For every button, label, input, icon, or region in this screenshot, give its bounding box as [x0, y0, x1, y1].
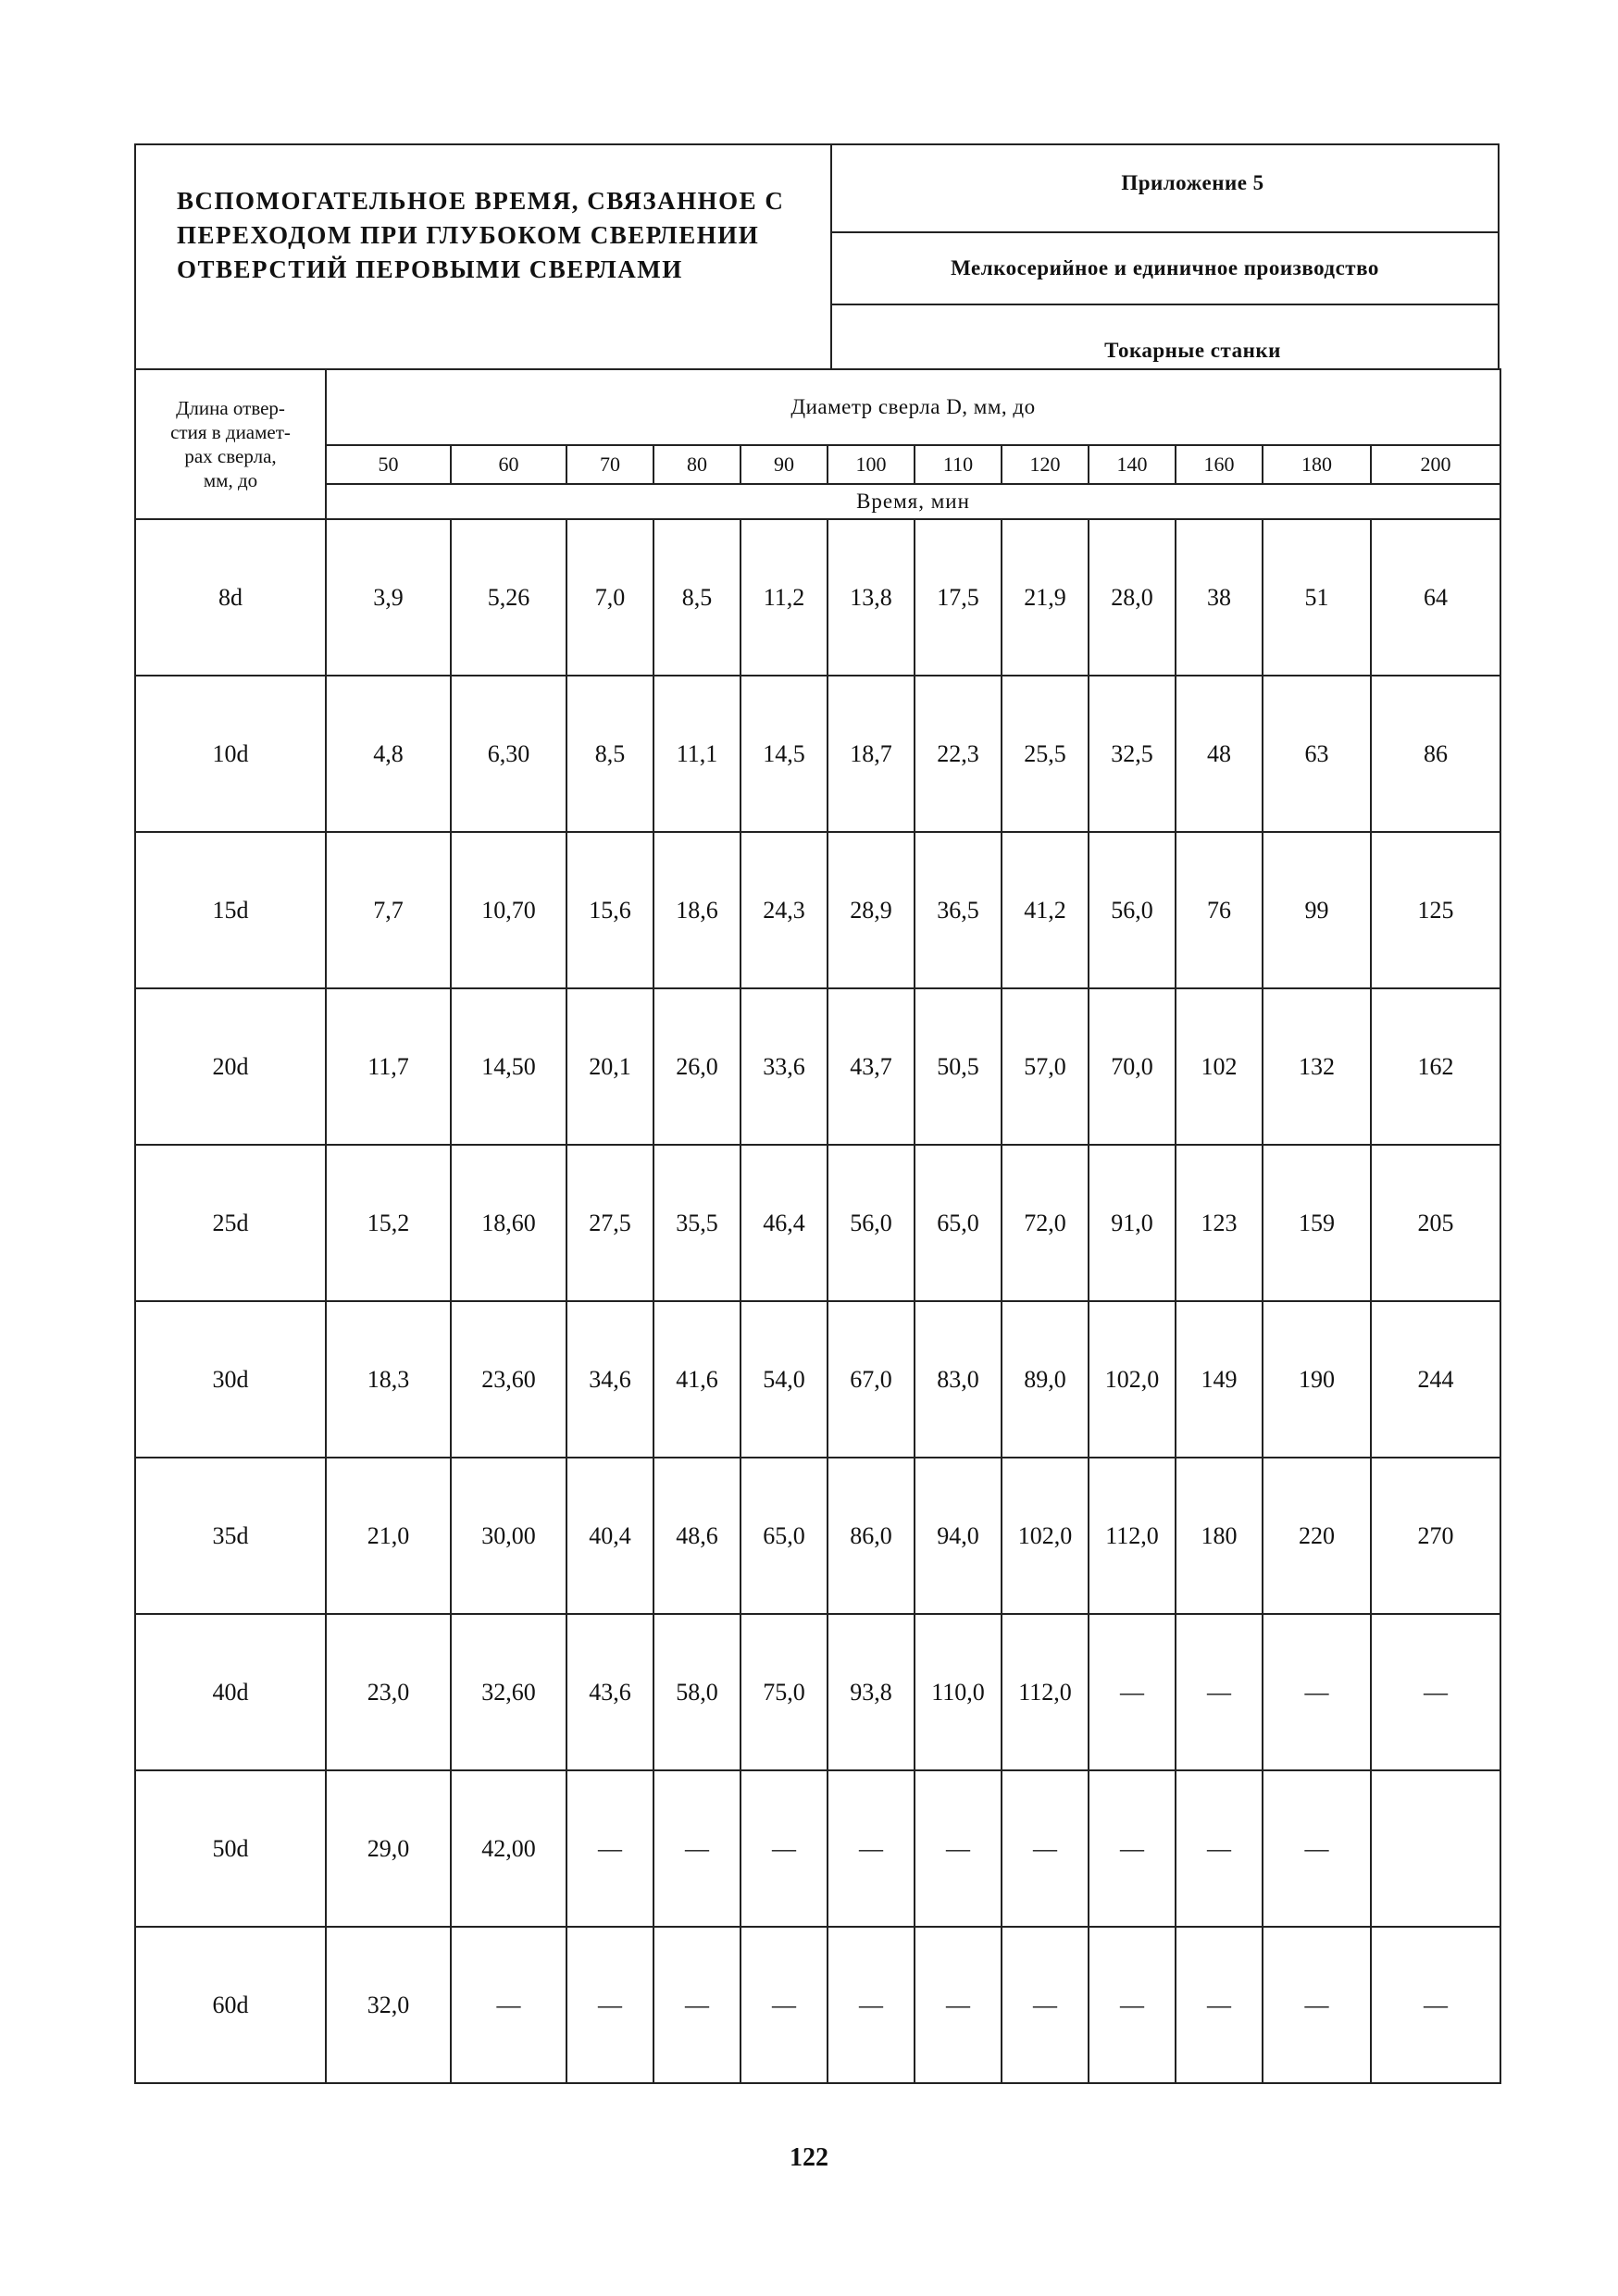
time-value-cell: 7,7	[326, 832, 451, 988]
time-unit-header: Время, мин	[326, 484, 1500, 519]
title-line-2: ПЕРЕХОДОМ ПРИ ГЛУБОКОМ СВЕРЛЕНИИ	[177, 221, 760, 249]
diameter-column-header: 200	[1371, 445, 1500, 484]
time-value-cell: 34,6	[566, 1301, 653, 1458]
time-value-cell: 15,6	[566, 832, 653, 988]
table-row	[135, 832, 1500, 988]
diameter-column-header: 140	[1089, 445, 1176, 484]
diameter-column-header: 180	[1263, 445, 1371, 484]
diameter-column-header: 50	[326, 445, 451, 484]
time-value-cell: 180	[1176, 1458, 1263, 1614]
diameter-column-header: 110	[915, 445, 1002, 484]
time-value-cell: —	[1176, 1770, 1263, 1927]
time-value-cell: —	[1371, 1614, 1500, 1770]
time-value-cell: 72,0	[1002, 1145, 1089, 1301]
table-row	[135, 676, 1500, 832]
row-hole-length: 25d	[135, 1145, 326, 1301]
time-value-cell: —	[566, 1927, 653, 2083]
time-value-cell: 48	[1176, 676, 1263, 832]
time-value-cell: 11,2	[741, 519, 828, 676]
row-hole-length: 35d	[135, 1458, 326, 1614]
time-value-cell: —	[741, 1770, 828, 1927]
row-hole-length: 30d	[135, 1301, 326, 1458]
time-value-cell: 149	[1176, 1301, 1263, 1458]
time-value-cell: 91,0	[1089, 1145, 1176, 1301]
time-value-cell: 5,26	[451, 519, 566, 676]
time-value-cell: 75,0	[741, 1614, 828, 1770]
time-value-cell: 17,5	[915, 519, 1002, 676]
time-value-cell: 76	[1176, 832, 1263, 988]
time-value-cell: 58,0	[653, 1614, 741, 1770]
time-value-cell: 110,0	[915, 1614, 1002, 1770]
time-value-cell: —	[1263, 1614, 1371, 1770]
row-hole-length: 40d	[135, 1614, 326, 1770]
time-value-cell: 24,3	[741, 832, 828, 988]
time-value-cell: 18,3	[326, 1301, 451, 1458]
time-value-cell: 21,0	[326, 1458, 451, 1614]
time-value-cell: 50,5	[915, 988, 1002, 1145]
title-line-1: ВСПОМОГАТЕЛЬНОЕ ВРЕМЯ, СВЯЗАННОЕ С	[177, 187, 785, 215]
time-value-cell: 41,2	[1002, 832, 1089, 988]
time-value-cell: —	[1089, 1770, 1176, 1927]
time-value-cell: 42,00	[451, 1770, 566, 1927]
time-value-cell: 63	[1263, 676, 1371, 832]
time-value-cell	[1371, 1770, 1500, 1927]
time-value-cell: 3,9	[326, 519, 451, 676]
time-value-cell: 32,0	[326, 1927, 451, 2083]
time-value-cell: —	[1263, 1770, 1371, 1927]
time-value-cell: 36,5	[915, 832, 1002, 988]
row-hole-length: 10d	[135, 676, 326, 832]
time-value-cell: 41,6	[653, 1301, 741, 1458]
time-value-cell: 35,5	[653, 1145, 741, 1301]
time-value-cell: 43,7	[828, 988, 915, 1145]
time-value-cell: 270	[1371, 1458, 1500, 1614]
hole-length-header: Длина отвер- стия в диамет- рах сверла, мм, до	[135, 369, 326, 519]
time-value-cell: 26,0	[653, 988, 741, 1145]
time-value-cell: 8,5	[566, 676, 653, 832]
table-row	[135, 519, 1500, 676]
time-value-cell: 51	[1263, 519, 1371, 676]
table-row	[135, 1301, 1500, 1458]
header-title-cell	[136, 145, 832, 368]
time-value-cell: 11,1	[653, 676, 741, 832]
title-line-3: ОТВЕРСТИЙ ПЕРОВЫМИ СВЕРЛАМИ	[177, 255, 683, 283]
row-hole-length: 50d	[135, 1770, 326, 1927]
time-value-cell: 56,0	[828, 1145, 915, 1301]
time-value-cell: 159	[1263, 1145, 1371, 1301]
time-value-cell: 18,6	[653, 832, 741, 988]
time-value-cell: 18,60	[451, 1145, 566, 1301]
time-value-cell: 27,5	[566, 1145, 653, 1301]
row-hole-length: 8d	[135, 519, 326, 676]
time-value-cell: 112,0	[1089, 1458, 1176, 1614]
production-type-label: Мелкосерийное и единичное производство	[832, 233, 1498, 305]
time-value-cell: 38	[1176, 519, 1263, 676]
time-value-cell: —	[1371, 1927, 1500, 2083]
table-row	[135, 1770, 1500, 1927]
time-value-cell: —	[828, 1770, 915, 1927]
table-row	[135, 1145, 1500, 1301]
time-value-cell: 65,0	[741, 1458, 828, 1614]
machine-type-label: Токарные станки	[1104, 339, 1281, 362]
time-value-cell: 33,6	[741, 988, 828, 1145]
time-value-cell: 23,0	[326, 1614, 451, 1770]
time-value-cell: 25,5	[1002, 676, 1089, 832]
time-value-cell: —	[1263, 1927, 1371, 2083]
time-value-cell: —	[1176, 1927, 1263, 2083]
time-value-cell: 11,7	[326, 988, 451, 1145]
time-value-cell: 13,8	[828, 519, 915, 676]
time-value-cell: 205	[1371, 1145, 1500, 1301]
time-value-cell: 83,0	[915, 1301, 1002, 1458]
row-hole-length: 20d	[135, 988, 326, 1145]
time-value-cell: 70,0	[1089, 988, 1176, 1145]
time-value-cell: —	[653, 1770, 741, 1927]
row-hole-length: 60d	[135, 1927, 326, 2083]
time-value-cell: 14,50	[451, 988, 566, 1145]
diameter-column-header: 70	[566, 445, 653, 484]
time-value-cell: 10,70	[451, 832, 566, 988]
time-value-cell: 102,0	[1002, 1458, 1089, 1614]
diameter-column-header: 100	[828, 445, 915, 484]
time-value-cell: —	[1002, 1927, 1089, 2083]
auxiliary-time-table	[134, 368, 1501, 2084]
time-value-cell: 57,0	[1002, 988, 1089, 1145]
time-value-cell: 28,9	[828, 832, 915, 988]
time-value-cell: 190	[1263, 1301, 1371, 1458]
time-value-cell: 32,5	[1089, 676, 1176, 832]
diameter-column-header: 60	[451, 445, 566, 484]
time-value-cell: 132	[1263, 988, 1371, 1145]
time-value-cell: —	[451, 1927, 566, 2083]
table-row	[135, 988, 1500, 1145]
time-value-cell: 43,6	[566, 1614, 653, 1770]
time-value-cell: —	[741, 1927, 828, 2083]
time-value-cell: 14,5	[741, 676, 828, 832]
diameter-column-header: 120	[1002, 445, 1089, 484]
time-value-cell: 46,4	[741, 1145, 828, 1301]
time-value-cell: 67,0	[828, 1301, 915, 1458]
time-value-cell: 86	[1371, 676, 1500, 832]
time-value-cell: 102,0	[1089, 1301, 1176, 1458]
time-value-cell: 32,60	[451, 1614, 566, 1770]
time-value-cell: 244	[1371, 1301, 1500, 1458]
drill-diameter-header: Диаметр сверла D, мм, до	[326, 369, 1500, 445]
table-body	[135, 519, 1500, 2083]
header-box	[134, 143, 1500, 370]
diameter-column-header: 80	[653, 445, 741, 484]
table-row	[135, 1458, 1500, 1614]
diameter-column-header: 90	[741, 445, 828, 484]
time-value-cell: 7,0	[566, 519, 653, 676]
time-value-cell: 4,8	[326, 676, 451, 832]
time-value-cell: 20,1	[566, 988, 653, 1145]
time-value-cell: 64	[1371, 519, 1500, 676]
time-value-cell: 112,0	[1002, 1614, 1089, 1770]
time-value-cell: 86,0	[828, 1458, 915, 1614]
time-value-cell: —	[828, 1927, 915, 2083]
time-value-cell: 23,60	[451, 1301, 566, 1458]
time-value-cell: 40,4	[566, 1458, 653, 1614]
time-value-cell: —	[1089, 1614, 1176, 1770]
time-value-cell: —	[915, 1770, 1002, 1927]
row-hole-length: 15d	[135, 832, 326, 988]
time-value-cell: —	[566, 1770, 653, 1927]
time-value-cell: 123	[1176, 1145, 1263, 1301]
time-value-cell: 29,0	[326, 1770, 451, 1927]
time-value-cell: 94,0	[915, 1458, 1002, 1614]
time-value-cell: 89,0	[1002, 1301, 1089, 1458]
time-value-cell: 48,6	[653, 1458, 741, 1614]
page-number: 122	[790, 2143, 828, 2172]
time-value-cell: 6,30	[451, 676, 566, 832]
time-value-cell: —	[1002, 1770, 1089, 1927]
table-row	[135, 1614, 1500, 1770]
time-value-cell: —	[653, 1927, 741, 2083]
time-value-cell: 54,0	[741, 1301, 828, 1458]
table-row	[135, 1927, 1500, 2083]
time-value-cell: 18,7	[828, 676, 915, 832]
time-value-cell: 15,2	[326, 1145, 451, 1301]
diameter-column-header: 160	[1176, 445, 1263, 484]
time-value-cell: 99	[1263, 832, 1371, 988]
time-value-cell: 28,0	[1089, 519, 1176, 676]
time-value-cell: 56,0	[1089, 832, 1176, 988]
time-value-cell: —	[1089, 1927, 1176, 2083]
header-info-cell	[832, 145, 1498, 368]
time-value-cell: 162	[1371, 988, 1500, 1145]
document-title	[177, 184, 806, 287]
time-value-cell: 22,3	[915, 676, 1002, 832]
time-value-cell: —	[1176, 1614, 1263, 1770]
time-value-cell: 30,00	[451, 1458, 566, 1614]
time-value-cell: —	[915, 1927, 1002, 2083]
time-value-cell: 21,9	[1002, 519, 1089, 676]
appendix-label: Приложение 5	[832, 145, 1498, 233]
time-value-cell: 220	[1263, 1458, 1371, 1614]
time-value-cell: 102	[1176, 988, 1263, 1145]
diameter-columns-row	[135, 445, 1500, 484]
time-value-cell: 8,5	[653, 519, 741, 676]
time-value-cell: 93,8	[828, 1614, 915, 1770]
time-value-cell: 65,0	[915, 1145, 1002, 1301]
time-value-cell: 125	[1371, 832, 1500, 988]
